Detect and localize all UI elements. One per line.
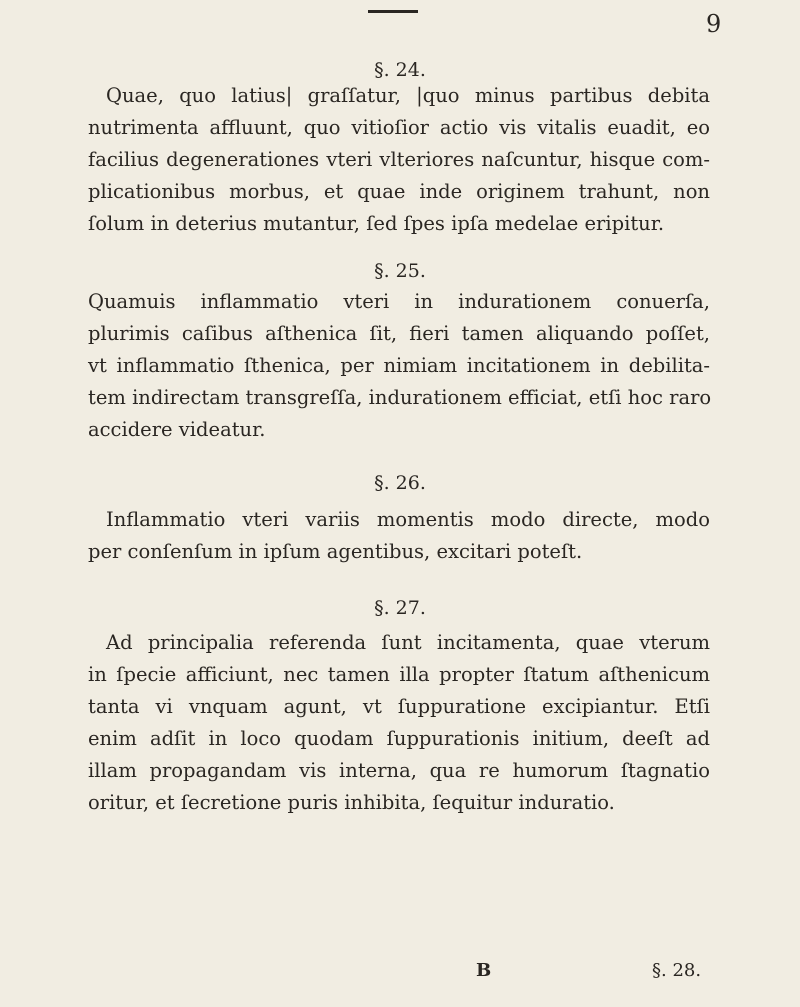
section-heading-25: §. 25. xyxy=(374,260,426,282)
text-line: accidere videatur. xyxy=(88,418,266,441)
section-heading-24: §. 24. xyxy=(374,59,426,81)
section-heading-27: §. 27. xyxy=(374,597,426,619)
text-line: Quae, quo latius| graſſatur, |quo minus partibus debita xyxy=(106,84,710,107)
text-line: per conſenſum in ipſum agentibus, excitari poteſt. xyxy=(88,540,583,563)
text-line: Inflammatio vteri variis momentis modo directe, modo xyxy=(106,508,710,531)
text-line: tem indirectam transgreſſa, indurationem efficiat, etſi hoc raro xyxy=(88,386,712,409)
text-line: Quamuis inflammatio vteri in indurationem conuerſa, xyxy=(88,290,710,313)
text-line: illam propagandam vis interna, qua re humorum ſtagnatio xyxy=(88,759,710,782)
text-line: nutrimenta affluunt, quo vitioſior actio vis vitalis euadit, eo xyxy=(88,116,710,139)
paragraph-26 xyxy=(88,504,710,568)
text-line: Ad principalia referenda ſunt incitamenta, quae vterum xyxy=(106,631,710,654)
text-line: tanta vi vnquam agunt, vt ſuppuratione excipiantur. Etſi xyxy=(88,695,710,718)
paragraph-24 xyxy=(88,80,710,240)
catchword: §. 28. xyxy=(652,960,702,981)
text-line: vt inflammatio ſthenica, per nimiam incitationem in debilita- xyxy=(88,354,710,377)
header-rule xyxy=(368,10,418,13)
text-line: oritur, et ſecretione puris inhibita, ſequitur induratio. xyxy=(88,791,615,814)
section-heading-26: §. 26. xyxy=(374,472,426,494)
text-line: plurimis caſibus aſthenica ſit, fieri tamen aliquando poſſet, xyxy=(88,322,710,345)
text-line: plicationibus morbus, et quae inde originem trahunt, non xyxy=(88,180,710,203)
text-line: enim adſit in loco quodam ſuppurationis initium, deeſt ad xyxy=(88,727,710,750)
page-number: 9 xyxy=(706,10,722,38)
text-line: facilius degenerationes vteri vlteriores naſcuntur, hisque com- xyxy=(88,148,710,171)
paragraph-27 xyxy=(88,627,710,819)
paragraph-25 xyxy=(88,286,710,446)
text-line: in ſpecie afficiunt, nec tamen illa propter ſtatum aſthenicum xyxy=(88,663,710,686)
text-line: ſolum in deterius mutantur, ſed ſpes ipſa medelae eripitur. xyxy=(88,212,665,235)
signature-mark: B xyxy=(476,960,492,981)
